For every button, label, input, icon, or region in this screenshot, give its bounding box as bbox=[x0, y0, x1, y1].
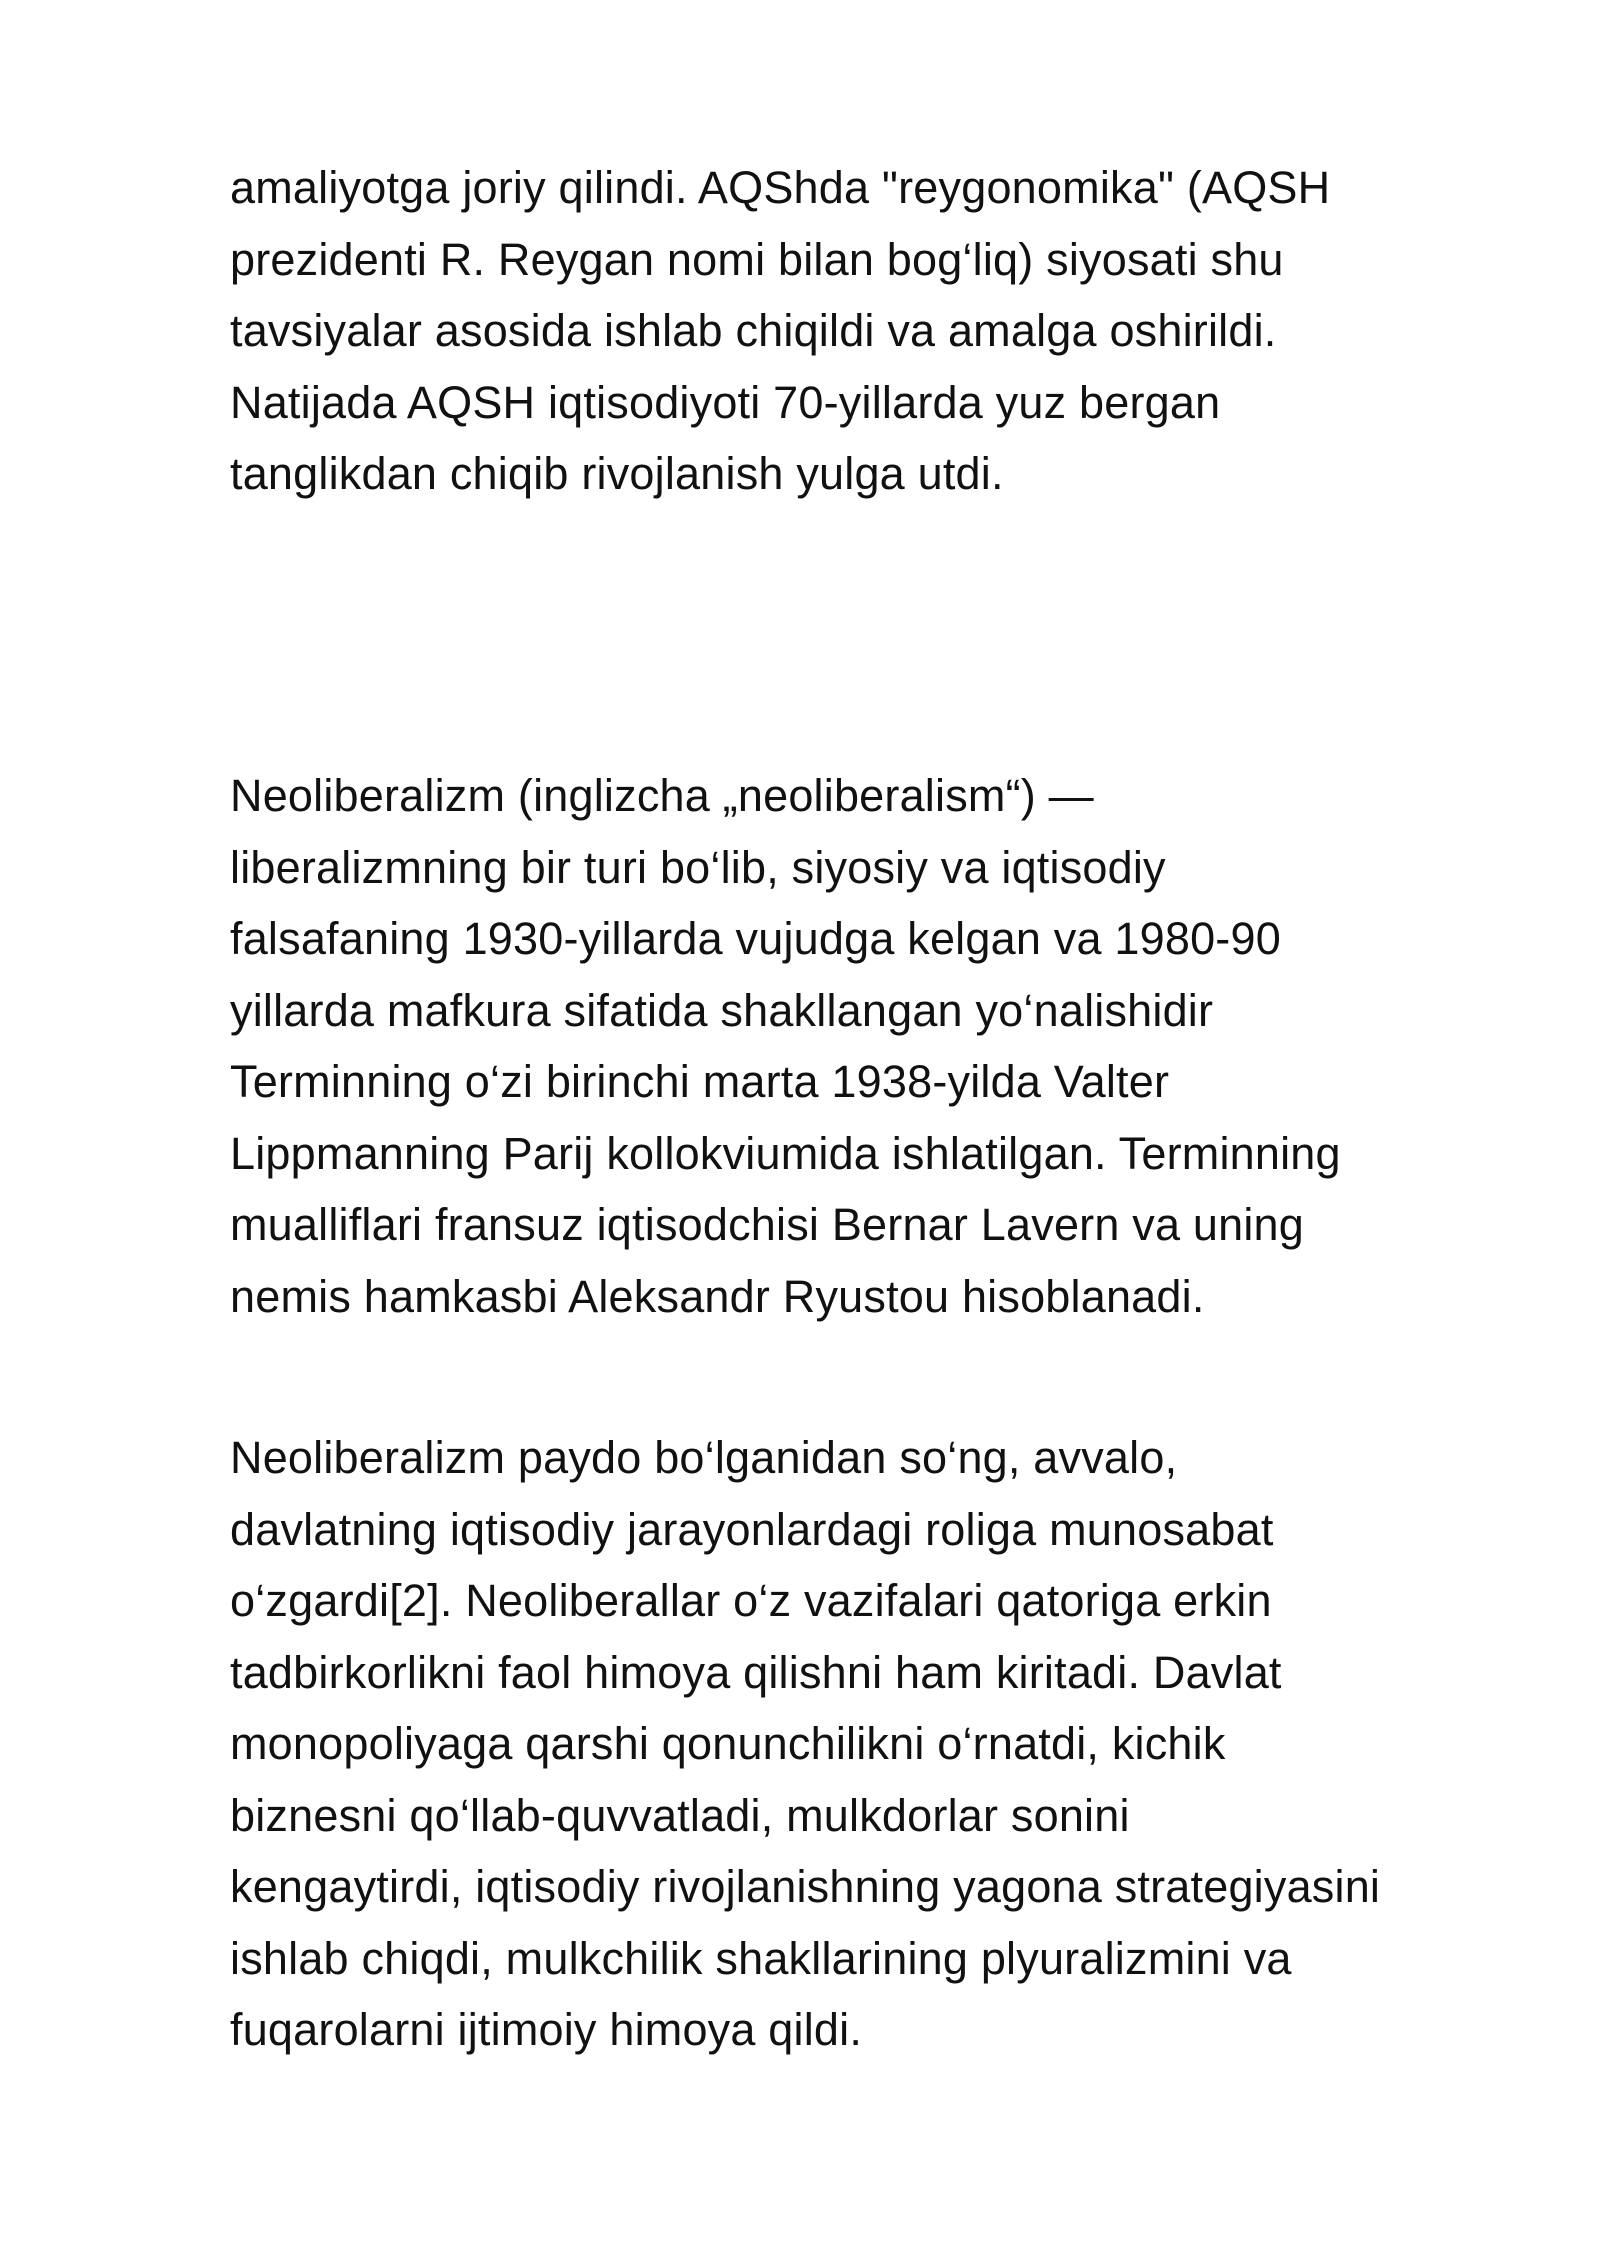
text-line: liberalizmning bir turi bo‘lib, siyosiy va iqtisodiy bbox=[230, 841, 1166, 893]
text-line: biznesni qo‘llab-quvvatladi, mulkdorlar sonini bbox=[230, 1789, 1130, 1841]
text-line: Lippmanning Parij kollokviumida ishlatilgan. Terminning bbox=[230, 1127, 1341, 1179]
text-line: davlatning iqtisodiy jarayonlardagi roliga munosabat bbox=[230, 1503, 1274, 1555]
paragraph-reaganomics bbox=[230, 152, 1530, 510]
text-line: tadbirkorlikni faol himoya qilishni ham kiritadi. Davlat bbox=[230, 1646, 1282, 1698]
paragraph-neoliberalism-definition bbox=[230, 760, 1530, 1332]
text-line: tavsiyalar asosida ishlab chiqildi va amalga oshirildi. bbox=[230, 305, 1277, 356]
text-line: mualliflari fransuz iqtisodchisi Bernar Lavern va uning bbox=[230, 1199, 1305, 1250]
text-line: Natijada AQSH iqtisodiyoti 70-yillarda yuz bergan bbox=[230, 376, 1221, 428]
text-line: o‘zgardi[2]. Neoliberallar o‘z vazifalari qatoriga erkin bbox=[230, 1575, 1272, 1626]
text-line: kengaytirdi, iqtisodiy rivojlanishning yagona strategiyasini bbox=[230, 1861, 1381, 1912]
text-line: Neoliberalizm paydo bo‘lganidan so‘ng, avvalo, bbox=[230, 1432, 1178, 1483]
paragraph-neoliberalism-state-role bbox=[230, 1422, 1530, 2066]
text-line: ishlab chiqdi, mulkchilik shakllarining plyuralizmini va bbox=[230, 1932, 1292, 1984]
text-line: fuqarolarni ijtimoiy himoya qildi. bbox=[230, 2004, 863, 2055]
text-line: amaliyotga joriy qilindi. AQShda "reygonomika" (AQSH bbox=[230, 162, 1331, 213]
text-line: Terminning o‘zi birinchi marta 1938-yilda Valter bbox=[230, 1056, 1170, 1107]
text-line: Neoliberalizm (inglizcha „neoliberalism“) — bbox=[230, 770, 1094, 821]
text-line: falsafaning 1930-yillarda vujudga kelgan va 1980-90 bbox=[230, 913, 1281, 964]
text-line: nemis hamkasbi Aleksandr Ryustou hisoblanadi. bbox=[230, 1270, 1205, 1322]
text-line: prezidenti R. Reygan nomi bilan bog‘liq) siyosati shu bbox=[230, 233, 1284, 285]
text-line: monopoliyaga qarshi qonunchilikni o‘rnatdi, kichik bbox=[230, 1718, 1226, 1769]
text-line: yillarda mafkura sifatida shakllangan yo‘nalishidir bbox=[230, 984, 1214, 1036]
text-line: tanglikdan chiqib rivojlanish yulga utdi. bbox=[230, 448, 1004, 499]
